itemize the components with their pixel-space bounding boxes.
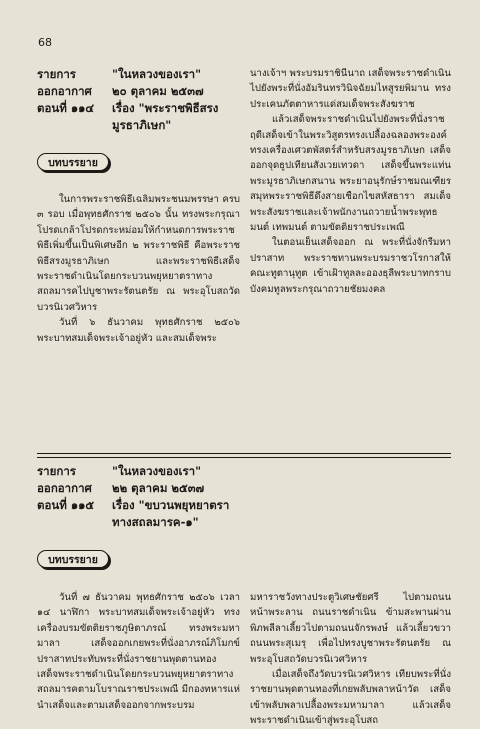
program-value: "ในหลวงของเรา" xyxy=(112,464,202,478)
section1-right-column xyxy=(250,66,451,297)
page-number: 68 xyxy=(38,36,52,49)
airdate-value: ๒๒ ตุลาคม ๒๕๓๗ xyxy=(112,481,205,495)
program-label: รายการ xyxy=(37,67,76,81)
airdate-label: ออกอากาศ xyxy=(37,481,92,495)
paragraph: มหาราชวังทางประตูวิเศษชัยศรี ไปตามถนนหน้าพระลาน ถนนราชดำเนิน ข้ามสะพานผ่านพิภพลีลาเลี้ยวไปตามถนนจักรพงษ์ แล้วเลี้ยวขวาถนนพระสุเมรุ เพื่อไปทรงบูชาพระรัตนตรัย ณ พระอุโบสถวัดบวรนิเวศวิหาร xyxy=(250,592,451,665)
paragraph: แล้วเสด็จพระราชดำเนินไปยังพระที่นั่งราชฤดีเสด็จเข้าในพระวิสูตรทรงเปลื้องฉลองพระองค์ ทรงเครื่องเศวตพัสตร์สำหรับสรงมูรธาภิเษก เสด็จออกจุดธูปเทียนสังเวยเทวดา เสด็จขึ้นพระแท่นพระมูรธาภิเษกสนาน พระยาอนุรักษ์ราชมณเฑียร สมุหพระราชพิธีดึงสายเชือกไขสหัสธารา สมเด็จพระสังฆราชและเจ้าพนักงานถวายน้ำพระพุทธมนต์ เทพมนต์ ตามขัตติยราชประเพณี xyxy=(250,114,451,234)
episode-label: ตอนที่ ๑๑๔ xyxy=(37,101,95,115)
paragraph: นางเจ้าฯ พระบรมราชินีนาถ เสด็จพระราชดำเนินไปยังพระที่นั่งอัมรินทรวินิจฉัยมไหสูรยพิมาน ทรงประเคนภัตตาหารแด่สมเด็จพระสังฆราช xyxy=(250,68,451,110)
program-value: "ในหลวงของเรา" xyxy=(112,67,202,81)
paragraph: วันที่ ๗ ธันวาคม พุทธศักราช ๒๕๐๖ เวลา ๑๔ นาฬิกา พระบาทสมเด็จพระเจ้าอยู่หัว ทรงเครื่องบรมขัตติยราชภูษิตาภรณ์ ทรงพระมหามาลา เสด็จออกเกยพระที่นั่งอาภรณ์ภิโมกข์ปราสาทประทับพระที่นั่งราชยานพุดตานทอง เสด็จพระราชดำเนินโดยกระบวนพยุหยาตราทางสถลมารคตามโบราณราชประเพณี มีกองทหารแห่นำเสด็จและตามเสด็จออกจากพระบรม xyxy=(37,592,240,711)
paragraph: วันที่ ๖ ธันวาคม พุทธศักราช ๒๕๐๖ พระบาทสมเด็จพระเจ้าอยู่หัว และสมเด็จพระ xyxy=(37,317,240,344)
program-header-2 xyxy=(37,463,242,531)
section2-right-column xyxy=(250,590,451,729)
program-header-1 xyxy=(37,66,242,134)
paragraph: เมื่อเสด็จถึงวัดบวรนิเวศวิหาร เทียบพระที่นั่งราชยานพุดตานทองที่เกยพลับพลาหน้าวัด เสด็จเข้าพลับพลาเปลื้องพระมหามาลา แล้วเสด็จพระราชดำเนินเข้าสู่พระอุโบสถ xyxy=(250,669,451,727)
paragraph: ในการพระราชพิธีเฉลิมพระชนมพรรษา ครบ ๓ รอบ เมื่อพุทธศักราช ๒๕๐๖ นั้น ทรงพระกรุณาโปรดเกล้าโปรดกระหม่อมให้กำหนดการพระราชพิธีเพิ่มขึ้นเป็นพิเศษอีก ๒ พระราชพิธี คือพระราชพิธีสรงมูรธาภิเษก และพระราชพิธีเสด็จพระราชดำเนินโดยกระบวนพยุหยาตราทางสถลมารคไปบูชาพระรัตนตรัย ณ พระอุโบสถวัดบวรนิเวศวิหาร xyxy=(37,194,240,313)
program-label: รายการ xyxy=(37,464,76,478)
narration-badge: บทบรรยาย xyxy=(37,153,109,171)
episode-title: เรื่อง "ขบวนพยุหยาตรา ทางสถลมารค-๑" xyxy=(112,498,230,529)
paragraph: ในตอนเย็นเสด็จออก ณ พระที่นั่งจักรีมหาปราสาท พระราชทานพระบรมราชวโรกาสให้คณะทูตานุทูต เข้าเฝ้าทูลละอองธุลีพระบาทกราบบังคมทูลพระกรุณาถวายชัยมงคล xyxy=(250,237,451,295)
section1-left-column xyxy=(37,192,240,346)
section-divider xyxy=(37,453,451,458)
airdate-label: ออกอากาศ xyxy=(37,84,92,98)
section2-left-column xyxy=(37,590,240,713)
episode-title: เรื่อง "พระราชพิธีสรง มูรธาภิเษก" xyxy=(112,101,219,132)
narration-badge: บทบรรยาย xyxy=(37,550,109,568)
episode-label: ตอนที่ ๑๑๕ xyxy=(37,498,95,512)
airdate-value: ๒๐ ตุลาคม ๒๕๓๗ xyxy=(112,84,204,98)
